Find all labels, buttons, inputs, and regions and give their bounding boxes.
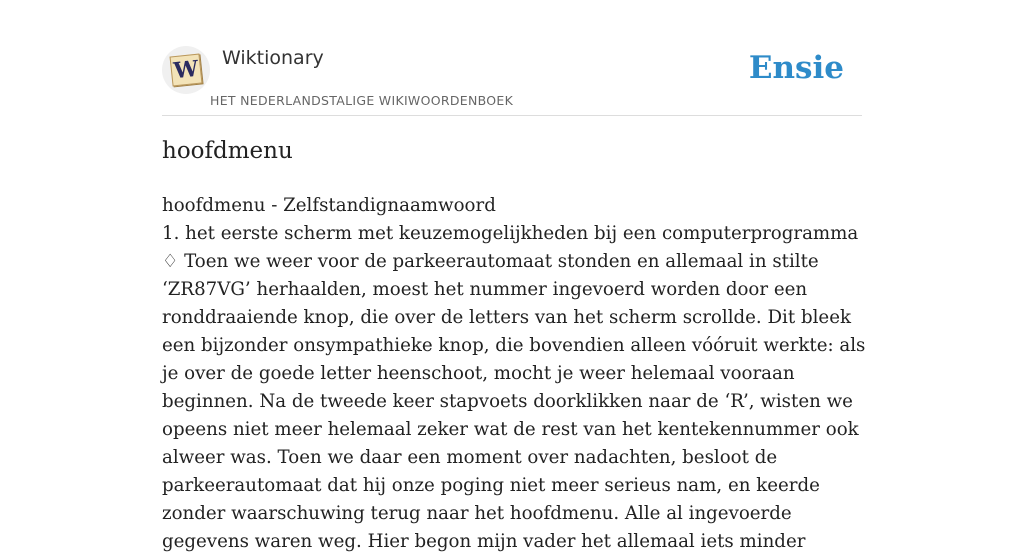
definition: 1. het eerste scherm met keuzemogelijkheden bij een computerprogramma — [162, 223, 859, 244]
logo-letter: W — [170, 54, 203, 87]
site-tagline: HET NEDERLANDSTALIGE WIKIWOORDENBOEK — [210, 93, 514, 108]
part-of-speech-line: hoofdmenu - Zelfstandignaamwoord — [162, 195, 496, 216]
example-quote: ♢ Toen we weer voor de parkeerautomaat stonden en allemaal in stilte ‘ZR87VG’ herhaalden, moest het nummer ingevoerd worden door een ronddraaiende knop, die over de letters van het scherm scrollde. Dit bleek een bijzonder onsympathieke knop, die bovendien alleen vóóruit werkte: als je over de goede letter heenschoot, mocht je weer helemaal vooraan beginnen. Na de tweede keer stapvoets doorklikken naar de ‘R’, wisten we opeens niet meer helemaal zeker wat de rest van het kentekennummer ook alweer was. Toen we daar een moment over nadachten, besloot de parkeerautomaat dat hij onze poging niet meer serieus nam, en keerde zonder waarschuwing terug naar het hoofdmenu. Alle al ingevoerde gegevens waren weg. Hier begon mijn vader het allemaal iets minder — [162, 251, 866, 552]
site-header — [162, 40, 862, 116]
wiktionary-logo-icon[interactable] — [162, 46, 210, 94]
ensie-logo[interactable]: Ensie — [748, 50, 844, 86]
site-name[interactable]: Wiktionary — [222, 47, 324, 69]
entry-content — [162, 192, 867, 556]
page-title: hoofdmenu — [162, 138, 293, 164]
